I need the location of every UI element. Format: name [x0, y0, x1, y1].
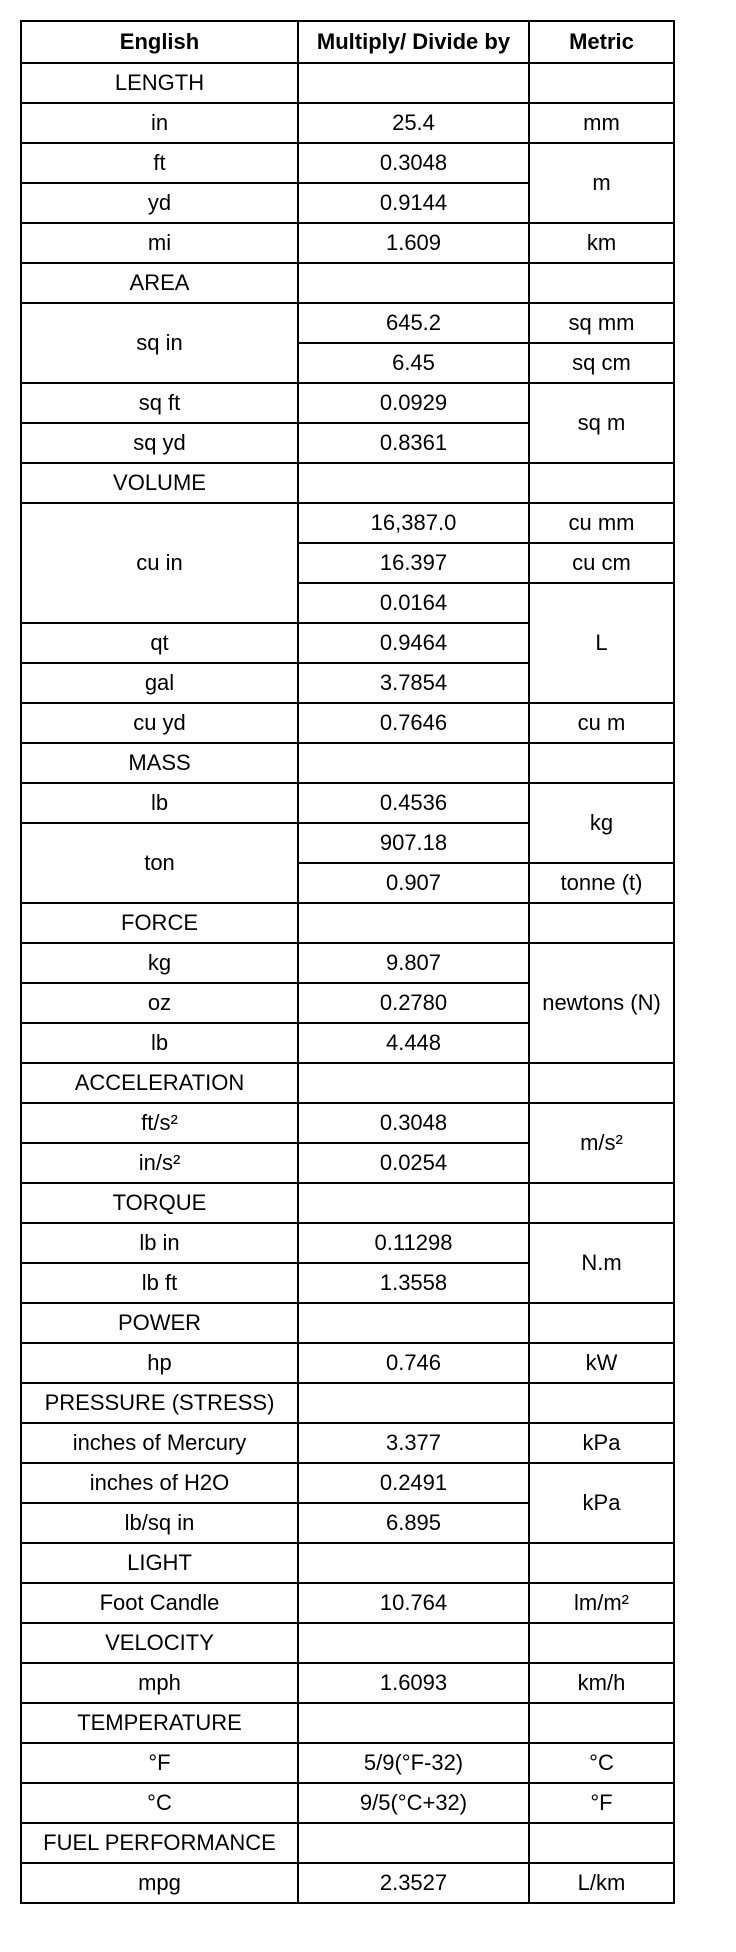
empty-cell: [529, 1623, 674, 1663]
english-unit: hp: [21, 1343, 298, 1383]
english-unit: °F: [21, 1743, 298, 1783]
table-row: [21, 1103, 674, 1143]
english-unit: inches of H2O: [21, 1463, 298, 1503]
english-unit: yd: [21, 183, 298, 223]
factor-value: 0.9144: [298, 183, 529, 223]
empty-cell: [298, 1183, 529, 1223]
metric-unit: newtons (N): [529, 943, 674, 1063]
factor-value: 16,387.0: [298, 503, 529, 543]
english-unit: ft/s²: [21, 1103, 298, 1143]
metric-unit: sq cm: [529, 343, 674, 383]
section-fuel: FUEL PERFORMANCE: [21, 1823, 298, 1863]
empty-cell: [298, 1703, 529, 1743]
english-unit: °C: [21, 1783, 298, 1823]
factor-value: 0.2491: [298, 1463, 529, 1503]
empty-cell: [529, 1183, 674, 1223]
english-unit: qt: [21, 623, 298, 663]
english-unit: Foot Candle: [21, 1583, 298, 1623]
header-english: English: [21, 21, 298, 63]
empty-cell: [529, 1543, 674, 1583]
factor-value: 0.2780: [298, 983, 529, 1023]
section-velocity: VELOCITY: [21, 1623, 298, 1663]
factor-value: 1.6093: [298, 1663, 529, 1703]
english-unit: lb: [21, 783, 298, 823]
section-row: [21, 263, 674, 303]
table-row: [21, 1743, 674, 1783]
section-row: [21, 743, 674, 783]
metric-unit: °F: [529, 1783, 674, 1823]
english-unit: sq yd: [21, 423, 298, 463]
metric-unit: N.m: [529, 1223, 674, 1303]
table-row: [21, 783, 674, 823]
empty-cell: [529, 1063, 674, 1103]
section-pressure: PRESSURE (STRESS): [21, 1383, 298, 1423]
table-row: [21, 1583, 674, 1623]
metric-unit: m/s²: [529, 1103, 674, 1183]
metric-unit: cu cm: [529, 543, 674, 583]
english-unit: ton: [21, 823, 298, 903]
empty-cell: [298, 1383, 529, 1423]
header-metric: Metric: [529, 21, 674, 63]
section-row: [21, 1703, 674, 1743]
factor-value: 4.448: [298, 1023, 529, 1063]
table-row: [21, 1343, 674, 1383]
factor-value: 0.7646: [298, 703, 529, 743]
empty-cell: [529, 903, 674, 943]
english-unit: oz: [21, 983, 298, 1023]
section-row: [21, 1543, 674, 1583]
factor-value: 645.2: [298, 303, 529, 343]
factor-value: 0.11298: [298, 1223, 529, 1263]
table-row: [21, 303, 674, 343]
factor-value: 0.9464: [298, 623, 529, 663]
metric-unit: km/h: [529, 1663, 674, 1703]
english-unit: lb ft: [21, 1263, 298, 1303]
english-unit: lb/sq in: [21, 1503, 298, 1543]
metric-unit: m: [529, 143, 674, 223]
factor-value: 1.3558: [298, 1263, 529, 1303]
table-row: [21, 383, 674, 423]
metric-unit: lm/m²: [529, 1583, 674, 1623]
metric-unit: °C: [529, 1743, 674, 1783]
factor-value: 3.7854: [298, 663, 529, 703]
empty-cell: [529, 743, 674, 783]
metric-unit: kPa: [529, 1463, 674, 1543]
factor-value: 9/5(°C+32): [298, 1783, 529, 1823]
metric-unit: cu m: [529, 703, 674, 743]
english-unit: mph: [21, 1663, 298, 1703]
header-row: [21, 21, 674, 63]
english-unit: sq in: [21, 303, 298, 383]
metric-unit: sq m: [529, 383, 674, 463]
table-row: [21, 223, 674, 263]
table-row: [21, 943, 674, 983]
section-row: [21, 903, 674, 943]
english-unit: cu yd: [21, 703, 298, 743]
factor-value: 1.609: [298, 223, 529, 263]
empty-cell: [298, 463, 529, 503]
metric-unit: L: [529, 583, 674, 703]
table-row: [21, 703, 674, 743]
factor-value: 6.895: [298, 1503, 529, 1543]
table-row: [21, 103, 674, 143]
factor-value: 0.0254: [298, 1143, 529, 1183]
english-unit: ft: [21, 143, 298, 183]
empty-cell: [529, 1703, 674, 1743]
section-force: FORCE: [21, 903, 298, 943]
factor-value: 0.3048: [298, 1103, 529, 1143]
factor-value: 16.397: [298, 543, 529, 583]
empty-cell: [298, 63, 529, 103]
metric-unit: kW: [529, 1343, 674, 1383]
empty-cell: [298, 1623, 529, 1663]
empty-cell: [298, 903, 529, 943]
factor-value: 0.8361: [298, 423, 529, 463]
english-unit: in: [21, 103, 298, 143]
section-acceleration: ACCELERATION: [21, 1063, 298, 1103]
empty-cell: [529, 1383, 674, 1423]
section-row: [21, 1823, 674, 1863]
table-row: [21, 1223, 674, 1263]
conversion-table: [20, 20, 675, 1904]
section-row: [21, 1183, 674, 1223]
section-mass: MASS: [21, 743, 298, 783]
metric-unit: sq mm: [529, 303, 674, 343]
factor-value: 6.45: [298, 343, 529, 383]
empty-cell: [529, 1823, 674, 1863]
empty-cell: [529, 263, 674, 303]
metric-unit: kg: [529, 783, 674, 863]
english-unit: mi: [21, 223, 298, 263]
english-unit: in/s²: [21, 1143, 298, 1183]
empty-cell: [529, 1303, 674, 1343]
empty-cell: [298, 1303, 529, 1343]
section-row: [21, 463, 674, 503]
factor-value: 0.4536: [298, 783, 529, 823]
section-power: POWER: [21, 1303, 298, 1343]
section-length: LENGTH: [21, 63, 298, 103]
empty-cell: [529, 63, 674, 103]
english-unit: gal: [21, 663, 298, 703]
section-row: [21, 1623, 674, 1663]
section-temperature: TEMPERATURE: [21, 1703, 298, 1743]
factor-value: 3.377: [298, 1423, 529, 1463]
english-unit: sq ft: [21, 383, 298, 423]
english-unit: cu in: [21, 503, 298, 623]
section-row: [21, 1063, 674, 1103]
table-row: [21, 1423, 674, 1463]
metric-unit: L/km: [529, 1863, 674, 1903]
factor-value: 907.18: [298, 823, 529, 863]
metric-unit: tonne (t): [529, 863, 674, 903]
empty-cell: [529, 463, 674, 503]
section-torque: TORQUE: [21, 1183, 298, 1223]
english-unit: kg: [21, 943, 298, 983]
table-row: [21, 1863, 674, 1903]
factor-value: 0.0929: [298, 383, 529, 423]
english-unit: lb: [21, 1023, 298, 1063]
empty-cell: [298, 1823, 529, 1863]
section-row: [21, 1383, 674, 1423]
table-row: [21, 1463, 674, 1503]
section-light: LIGHT: [21, 1543, 298, 1583]
header-factor: Multiply/ Divide by: [298, 21, 529, 63]
factor-value: 0.746: [298, 1343, 529, 1383]
factor-value: 0.0164: [298, 583, 529, 623]
table-row: [21, 503, 674, 543]
factor-value: 0.3048: [298, 143, 529, 183]
english-unit: lb in: [21, 1223, 298, 1263]
empty-cell: [298, 1543, 529, 1583]
factor-value: 25.4: [298, 103, 529, 143]
table-row: [21, 1783, 674, 1823]
section-row: [21, 63, 674, 103]
metric-unit: kPa: [529, 1423, 674, 1463]
english-unit: inches of Mercury: [21, 1423, 298, 1463]
factor-value: 2.3527: [298, 1863, 529, 1903]
factor-value: 9.807: [298, 943, 529, 983]
factor-value: 0.907: [298, 863, 529, 903]
metric-unit: mm: [529, 103, 674, 143]
factor-value: 5/9(°F-32): [298, 1743, 529, 1783]
section-volume: VOLUME: [21, 463, 298, 503]
empty-cell: [298, 743, 529, 783]
table-row: [21, 143, 674, 183]
section-area: AREA: [21, 263, 298, 303]
table-row: [21, 1663, 674, 1703]
section-row: [21, 1303, 674, 1343]
english-unit: mpg: [21, 1863, 298, 1903]
empty-cell: [298, 1063, 529, 1103]
metric-unit: km: [529, 223, 674, 263]
empty-cell: [298, 263, 529, 303]
metric-unit: cu mm: [529, 503, 674, 543]
factor-value: 10.764: [298, 1583, 529, 1623]
